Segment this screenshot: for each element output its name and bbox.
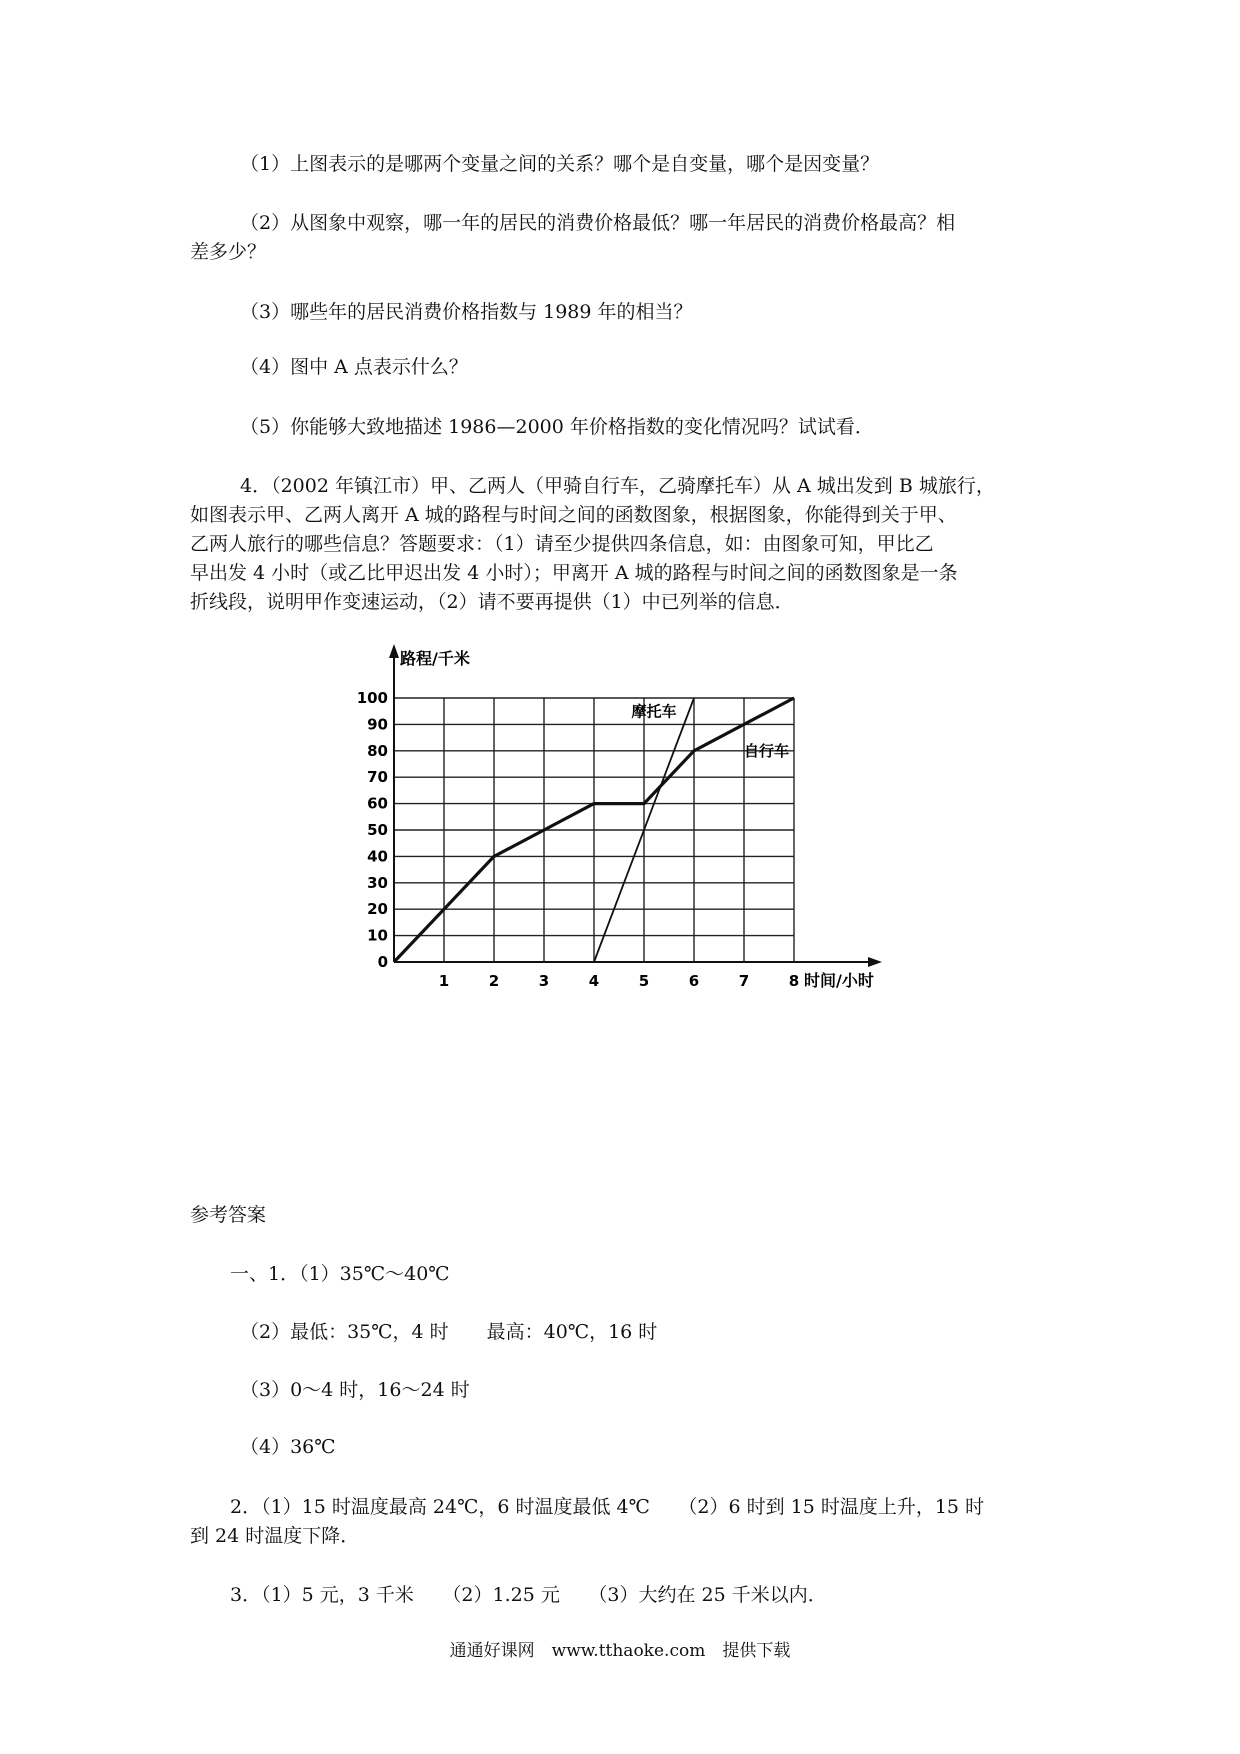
x-tick-label: 4 (588, 972, 600, 990)
problem4-line1: 4．（2002 年镇江市）甲、乙两人（甲骑自行车，乙骑摩托车）从 A 城出发到 B 城旅行， (240, 475, 995, 497)
y-tick-label: 50 (367, 821, 388, 839)
bicycle-series-label: 自行车 (744, 741, 790, 760)
problem4-line2: 如图表示甲、乙两人离开 A 城的路程与时间之间的函数图象，根据图象，你能得到关于甲、 (190, 504, 957, 526)
y-tick-label: 70 (367, 768, 388, 787)
y-tick-label: 60 (367, 794, 388, 813)
y-tick-label: 80 (367, 741, 388, 760)
x-tick-label: 2 (488, 972, 500, 990)
answers-title: 参考答案 (190, 1204, 267, 1226)
y-tick-label: 0 (377, 953, 388, 971)
answer-1-2: （2）最低：35℃，4 时 最高：40℃，16 时 (240, 1321, 658, 1343)
answer-2-line2: 到 24 时温度下降． (190, 1525, 360, 1547)
x-axis-arrow (868, 957, 882, 967)
y-axis-label: 路程/千米 (400, 649, 470, 668)
x-tick-label: 7 (738, 972, 750, 990)
y-tick-label: 10 (367, 926, 388, 945)
x-tick-label: 6 (688, 972, 700, 990)
question-2-line1: （2）从图象中观察，哪一年的居民的消费价格最低？哪一年居民的消费价格最高？相 (240, 212, 956, 234)
chart-grid (394, 698, 794, 962)
answer-1-4: （4）36℃ (240, 1436, 336, 1458)
answer-1-1: 一、1．（1）35℃～40℃ (230, 1263, 450, 1285)
y-tick-label: 40 (367, 847, 388, 866)
question-5: （5）你能够大致地描述 1986—2000 年价格指数的变化情况吗？试试看． (240, 416, 874, 438)
chart-axes (389, 644, 882, 967)
x-tick-label: 1 (438, 972, 450, 990)
y-tick-label: 90 (367, 715, 388, 734)
chart-labels (357, 649, 874, 990)
answer-2-line1: 2．（1）15 时温度最高 24℃，6 时温度最低 4℃ （2）6 时到 15 时温度上升，15 时 (230, 1496, 985, 1518)
x-axis-label: 时间/小时 (804, 971, 874, 990)
answer-1-3: （3）0～4 时，16～24 时 (240, 1379, 470, 1401)
question-3: （3）哪些年的居民消费价格指数与 1989 年的相当？ (240, 301, 693, 323)
footer-credit: 通通好课网 www.tthaoke.com 提供下载 (449, 1641, 791, 1661)
x-tick-label: 8 (788, 972, 800, 990)
answer-3: 3．（1）5 元，3 千米 （2）1.25 元 （3）大约在 25 千米以内． (230, 1584, 827, 1606)
problem4-line5: 折线段，说明甲作变速运动，（2）请不要再提供（1）中已列举的信息． (190, 591, 794, 613)
problem4-line4: 早出发 4 小时（或乙比甲迟出发 4 小时）；甲离开 A 城的路程与时间之间的函数图象是一条 (190, 562, 958, 584)
question-2-line2: 差多少？ (190, 241, 267, 263)
problem4-line3: 乙两人旅行的哪些信息？答题要求：（1）请至少提供四条信息，如：由图象可知，甲比乙 (190, 533, 934, 555)
y-tick-label: 100 (356, 689, 388, 707)
question-4: （4）图中 A 点表示什么？ (240, 356, 468, 378)
x-tick-label: 5 (638, 972, 650, 990)
question-1: （1）上图表示的是哪两个变量之间的关系？哪个是自变量，哪个是因变量？ (240, 153, 880, 175)
y-tick-label: 30 (367, 873, 388, 892)
y-axis-arrow (389, 644, 399, 658)
y-tick-label: 20 (367, 900, 388, 919)
distance-time-chart (0, 630, 1240, 1010)
x-tick-label: 3 (538, 972, 550, 990)
motorcycle-series-label: 摩托车 (631, 702, 677, 721)
